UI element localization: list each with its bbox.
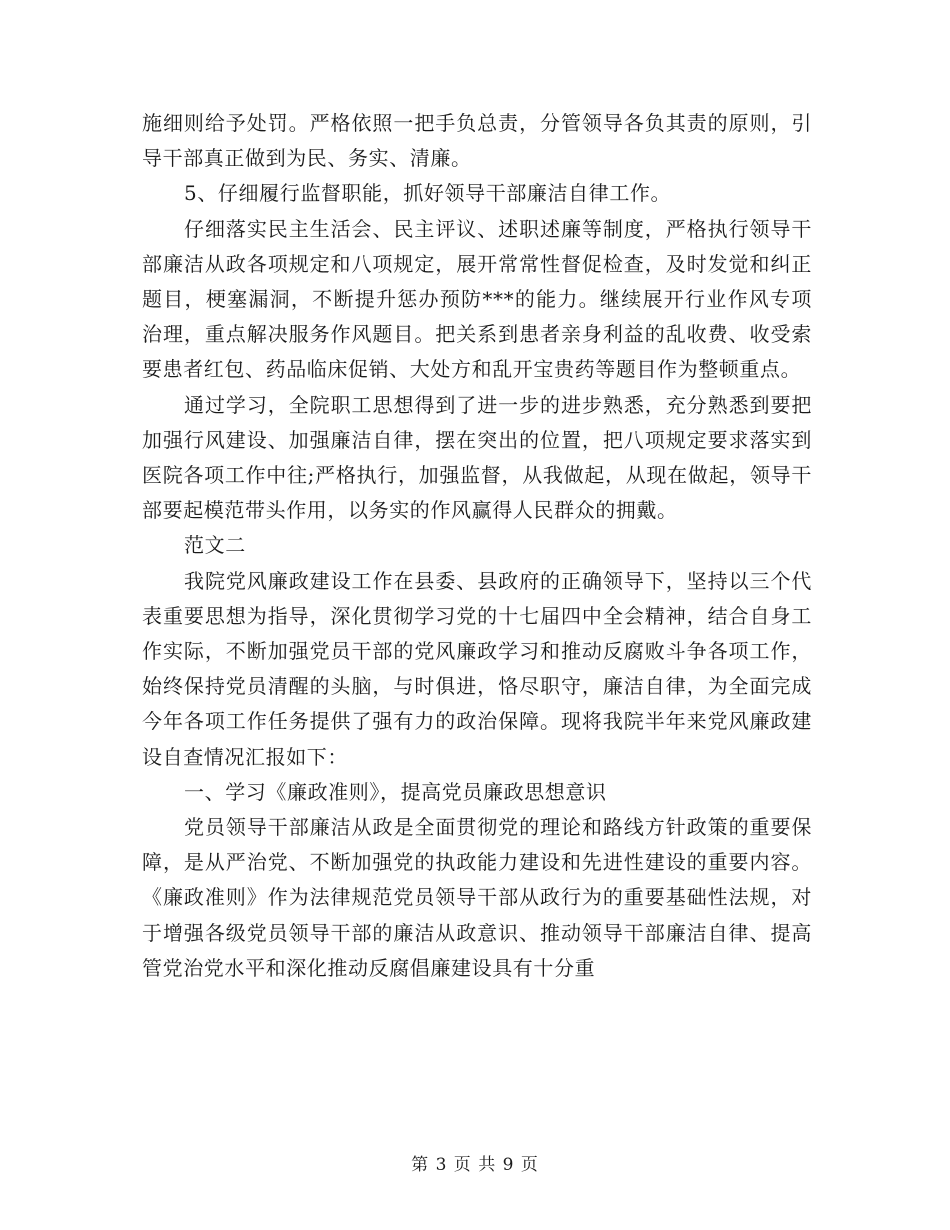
section-heading-fanwen-er: 范文二 [184, 533, 246, 558]
page-footer: 第 3 页 共 9 页 [411, 1155, 539, 1175]
paragraph-1: 施细则给予处罚。严格依照一把手负总责，分管领导各负其责的原则，引导干部真正做到为民、务实、清廉。 [142, 111, 812, 171]
paragraph-3: 仔细落实民主生活会、民主评议、述职述廉等制度，严格执行领导干部廉洁从政各项规定和八项规定，展开常常性督促检查，及时发觉和纠正题目，梗塞漏洞，不断提升惩办预防***的能力。继续展开行业作风专项治理，重点解决服务作风题目。把关系到患者亲身利益的乱收费、收受索要患者红包、药品临床促销、大处方和乱开宝贵药等题目作为整顿重点。 [142, 216, 812, 382]
paragraph-2: 5、仔细履行监督职能，抓好领导干部廉洁自律工作。 [184, 181, 672, 206]
document-body [142, 106, 812, 986]
paragraph-8: 党员领导干部廉洁从政是全面贯彻党的理论和路线方针政策的重要保障，是从严治党、不断加强党的执政能力建设和先进性建设的重要内容。《廉政准则》作为法律规范党员领导干部从政行为的重要基础性法规，对于增强各级党员领导干部的廉洁从政意识、推动领导干部廉洁自律、提高管党治党水平和深化推动反腐倡廉建设具有十分重 [142, 815, 812, 980]
paragraph-6: 我院党风廉政建设工作在县委、县政府的正确领导下，坚持以三个代表重要思想为指导，深化贯彻学习党的十七届四中全会精神，结合自身工作实际，不断加强党员干部的党风廉政学习和推动反腐败斗争各项工作，始终保持党员清醒的头脑，与时俱进，恪尽职守，廉洁自律，为全面完成今年各项工作任务提供了强有力的政治保障。现将我院半年来党风廉政建设自查情况汇报如下： [142, 568, 812, 769]
paragraph-4: 通过学习，全院职工思想得到了进一步的进步熟悉，充分熟悉到要把加强行风建设、加强廉洁自律，摆在突出的位置，把八项规定要求落实到医院各项工作中往;严格执行，加强监督，从我做起，从现在做起，领导干部要起模范带头作用，以务实的作风赢得人民群众的拥戴。 [142, 392, 812, 523]
subsection-heading-1: 一、学习《廉政准则》，提高党员廉政思想意识 [184, 779, 607, 804]
